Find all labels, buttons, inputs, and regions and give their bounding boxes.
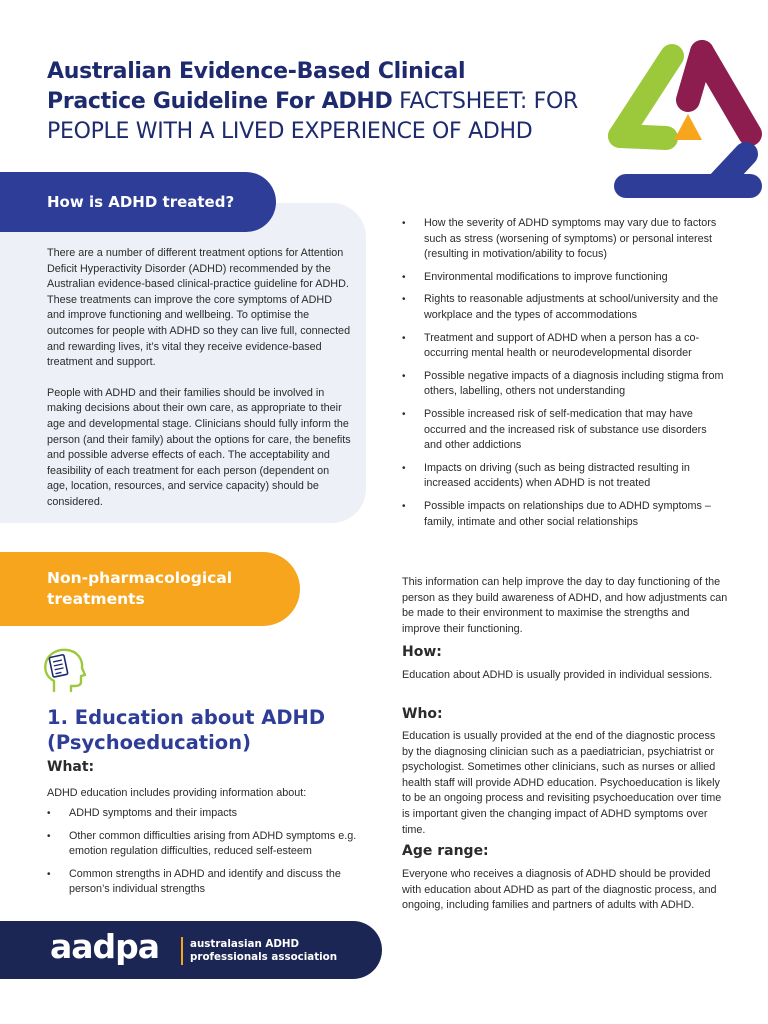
what-heading: What: <box>47 759 95 775</box>
page-title <box>47 57 637 147</box>
education-title: 1. Education about ADHD (Psychoeducation) <box>47 706 326 754</box>
section-heading-nonpharm: Non-pharmacological treatments <box>0 552 300 626</box>
list-item: • Possible increased risk of self-medication that may have occurred and the increased risk of substance use disorders and other addictions <box>402 407 724 454</box>
list-item: • Other common difficulties arising from ADHD symptoms e.g. emotion regulation difficulties, reduced self-esteem <box>47 829 367 860</box>
section-heading-treated: How is ADHD treated? <box>0 172 276 232</box>
list-item: • Rights to reasonable adjustments at school/university and the workplace and the types of accommodations <box>402 292 724 323</box>
title-line-3: PEOPLE WITH A LIVED EXPERIENCE OF ADHD <box>47 119 533 144</box>
intro-paragraph-2: People with ADHD and their families should be involved in making decisions about their own care, as appropriate to their age and developmental stage. Clinicians should fully inform the person (and their family) about the options for care, the benefits and possible adverse effects of each. The acceptability and feasibility of each treatment for each person (dependent on age, location, resources, and service capacity) should be considered. <box>47 386 351 508</box>
intro-paragraph-1: There are a number of different treatment options for Attention Deficit Hyperactivity Disorder (ADHD) recommended by the Australian evidence-based clinical-practice guideline for ADHD. These treatments can improve the core symptoms of ADHD and improve functioning and wellbeing. To optimise the outcomes for people with ADHD so they can live full, connected and rewarding lives, it’s vital they receive evidence-based treatment and support. <box>47 247 351 369</box>
footer-banner <box>0 921 382 979</box>
footer-tagline: australasian ADHD professionals association <box>190 938 338 963</box>
right-bullet-list <box>402 216 724 530</box>
how-heading: How: <box>402 644 442 660</box>
intro-text <box>47 246 352 526</box>
who-heading: Who: <box>402 706 443 722</box>
age-range-text: Everyone who receives a diagnosis of ADHD should be provided with education about ADHD as part of the diagnostic process, and ongoing, including families and partners of adults with ADHD. <box>402 868 717 912</box>
who-text: Education is usually provided at the end of the diagnostic process by the diagnosing clinician such as a paediatrician, psychiatrist or psychologist. Sometimes other clinicians, such as nurses or allied health staff will provide ADHD education. Psychoeducation is likely to be an ongoing process and revisiting psychoeducation over time is important given the changing impact of ADHD symptoms over time. <box>402 730 722 836</box>
title-line-2: Practice Guideline For ADHD FACTSHEET: FOR <box>47 89 579 114</box>
head-document-icon <box>40 647 88 695</box>
list-item: • ADHD symptoms and their impacts <box>47 806 367 822</box>
left-bullet-list <box>47 806 367 898</box>
what-intro: ADHD education includes providing information about: <box>47 787 307 799</box>
list-item: • Environmental modifications to improve functioning <box>402 270 724 286</box>
summary-text: This information can help improve the day to day functioning of the person as they build awareness of ADHD, and how adjustments can be made to their environment to maximise the strengths and improve their functioning. <box>402 576 728 635</box>
how-text: Education about ADHD is usually provided in individual sessions. <box>402 669 713 681</box>
list-item: • Possible negative impacts of a diagnosis including stigma from others, labelling, others not understanding <box>402 369 724 400</box>
title-line-1: Australian Evidence-Based Clinical <box>47 59 466 84</box>
list-item: • Common strengths in ADHD and identify and discuss the person’s individual strengths <box>47 867 367 898</box>
list-item: • How the severity of ADHD symptoms may vary due to factors such as stress (worsening of symptoms) or personal interest (resulting in motivation/ability to focus) <box>402 216 724 263</box>
aadpa-logo: aadpa <box>50 927 160 966</box>
list-item: • Possible impacts on relationships due to ADHD symptoms – family, intimate and other social relationships <box>402 499 724 530</box>
guideline-logo-icon <box>586 38 768 210</box>
footer-divider <box>181 937 183 965</box>
age-range-heading: Age range: <box>402 843 489 859</box>
list-item: • Treatment and support of ADHD when a person has a co-occurring mental health or neurodevelopmental disorder <box>402 331 724 362</box>
list-item: • Impacts on driving (such as being distracted resulting in increased accidents) when ADHD is not treated <box>402 461 724 492</box>
